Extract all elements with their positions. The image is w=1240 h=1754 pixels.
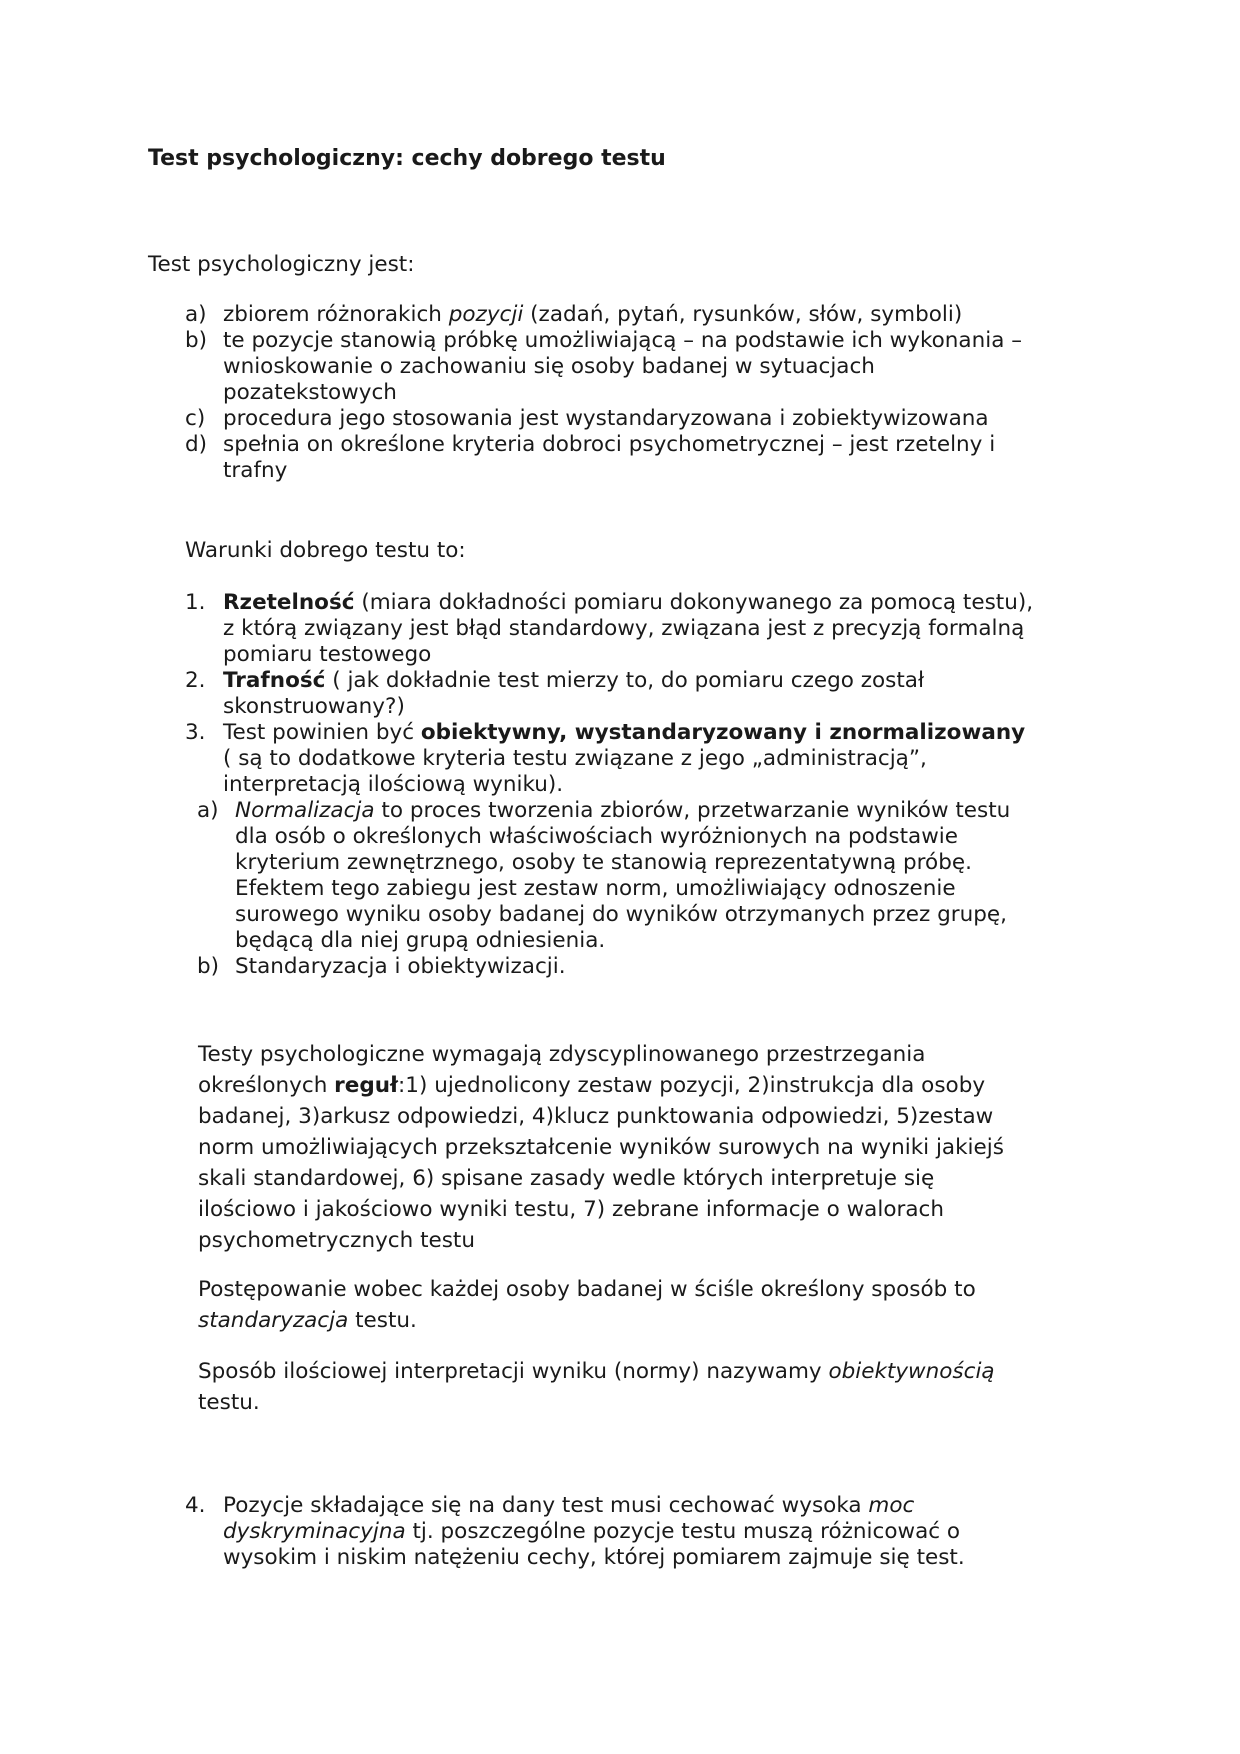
condition-continuation: z którą związany jest błąd standardowy, związana jest z precyzją formalną: [223, 616, 1025, 641]
condition-continuation: dyskryminacyjna tj. poszczególne pozycje testu muszą różnicować o: [223, 1519, 961, 1544]
sub-item-continuation: kryterium zewnętrznego, osoby te stanowią reprezentatywną próbę.: [235, 850, 972, 875]
sub-item-continuation: Efektem tego zabiegu jest zestaw norm, umożliwiający odnoszenie: [235, 876, 956, 901]
list-item: zbiorem różnorakich pozycji (zadań, pytań, rysunków, słów, symboli): [223, 302, 963, 327]
page-title: Test psychologiczny: cechy dobrego testu: [148, 146, 666, 171]
sub-item-continuation: surowego wyniku osoby badanej do wyników otrzymanych przez grupę,: [235, 902, 1007, 927]
condition-item: Test powinien być obiektywny, wystandaryzowany i znormalizowany: [223, 720, 1026, 745]
list-marker: c): [185, 406, 206, 431]
condition-continuation: interpretacją ilościową wyniku).: [223, 772, 564, 797]
sub-item-continuation: będącą dla niej grupą odniesienia.: [235, 928, 606, 953]
document-page: Test psychologiczny: cechy dobrego testu Test psychologiczny jest: a) zbiorem różnorakich pozycji (zadań, pytań, rysunków, słów, symboli) b) te pozycje stanowią próbkę umożliwiającą – na podstawie ich wykonania – wnioskowanie o zachowaniu się osoby badanej w sytuacjach pozatekstowych c) procedura jego stosowania jest wystandaryzowana i zobiektywizowana d) spełnia on określone kryteria dobroci psychometrycznej – jest rzetelny i trafny Warunki dobrego testu to: 1. Rzetelność (miara dokładności pomiaru dokonywanego za pomocą testu), z którą związany jest błąd standardowy, związana jest z precyzją formalną pomiaru testowego 2. Trafność ( jak dokładnie test mierzy to, do pomiaru czego został skonstruowany?) 3. Test powinien być obiektywny, wystandaryzowany i znormalizowany ( są to dodatkowe kryteria testu związane z jego „administracją”, interpretacją ilościową wyniku). a) Normalizacja to proces tworzenia zbiorów, przetwarzanie wyników testu dla osób o określonych właściwościach wyróżnionych na podstawie kryterium zewnętrznego, osoby te stanowią reprezentatywną próbę. Efektem tego zabiegu jest zestaw norm, umożliwiający odnoszenie surowego wyniku osoby badanej do wyników otrzymanych przez grupę, będącą dla niej grupą odniesienia. b) Standaryzacja i obiektywizacji. Testy psychologiczne wymagają zdyscyplinowanego przestrzegania określonych reguł:1) ujednolicony zestaw pozycji, 2)instrukcja dla osoby badanej, 3)arkusz odpowiedzi, 4)klucz punktowania odpowiedzi, 5)zestaw norm umożliwiających przekształcenie wyników surowych na wyniki jakiejś skali standardowej, 6) spisane zasady wedle których interpretuje się ilościowo i jakościowo wyniki testu, 7) zebrane informacje o walorach psychometrycznych testu Postępowanie wobec każdej osoby badanej w ściśle określony sposób to standaryzacja testu. Sposób ilościowej interpretacji wyniku (normy) nazywamy obiektywnością testu. 4. Pozycje składające się na dany test musi cechować wysoka moc dyskryminacyjna tj. poszczególne pozycje testu muszą różnicować o wysokim i niskim natężeniu cechy, której pomiarem zajmuje się test.: [148, 146, 1034, 1570]
list-marker: a): [185, 302, 207, 327]
list-marker: 1.: [185, 590, 206, 615]
intro-text: Test psychologiczny jest:: [148, 252, 415, 277]
list-item: te pozycje stanowią próbkę umożliwiającą – na podstawie ich wykonania –: [223, 328, 1022, 353]
condition-continuation: skonstruowany?): [223, 694, 405, 719]
list-item: procedura jego stosowania jest wystandaryzowana i zobiektywizowana: [223, 406, 989, 431]
list-marker: 4.: [185, 1493, 206, 1518]
list-item-continuation: trafny: [223, 458, 288, 483]
condition-continuation: ( są to dodatkowe kryteria testu związane z jego „administracją”,: [223, 746, 927, 771]
list-item: spełnia on określone kryteria dobroci psychometrycznej – jest rzetelny i: [223, 432, 996, 457]
condition-item: Trafność ( jak dokładnie test mierzy to, do pomiaru czego został: [223, 668, 925, 693]
list-marker: b): [185, 328, 208, 353]
list-item-continuation: pozatekstowych: [223, 380, 397, 405]
list-marker: 3.: [185, 720, 206, 745]
condition-item: Pozycje składające się na dany test musi cechować wysoka moc: [223, 1493, 915, 1518]
list-marker: 2.: [185, 668, 206, 693]
condition-continuation: pomiaru testowego: [223, 642, 432, 667]
sub-item: Standaryzacja i obiektywizacji.: [235, 954, 566, 979]
list-marker: b): [197, 954, 220, 979]
condition-item: Rzetelność (miara dokładności pomiaru dokonywanego za pomocą testu),: [223, 590, 1034, 615]
list-item-continuation: wnioskowanie o zachowaniu się osoby badanej w sytuacjach: [223, 354, 875, 379]
sub-item-continuation: dla osób o określonych właściwościach wyróżnionych na podstawie: [235, 824, 959, 849]
list-marker: d): [185, 432, 208, 457]
condition-continuation: wysokim i niskim natężeniu cechy, której pomiarem zajmuje się test.: [223, 1545, 965, 1570]
conditions-intro: Warunki dobrego testu to:: [185, 538, 466, 563]
sub-item: Normalizacja to proces tworzenia zbiorów, przetwarzanie wyników testu: [235, 798, 1011, 823]
list-marker: a): [197, 798, 219, 823]
